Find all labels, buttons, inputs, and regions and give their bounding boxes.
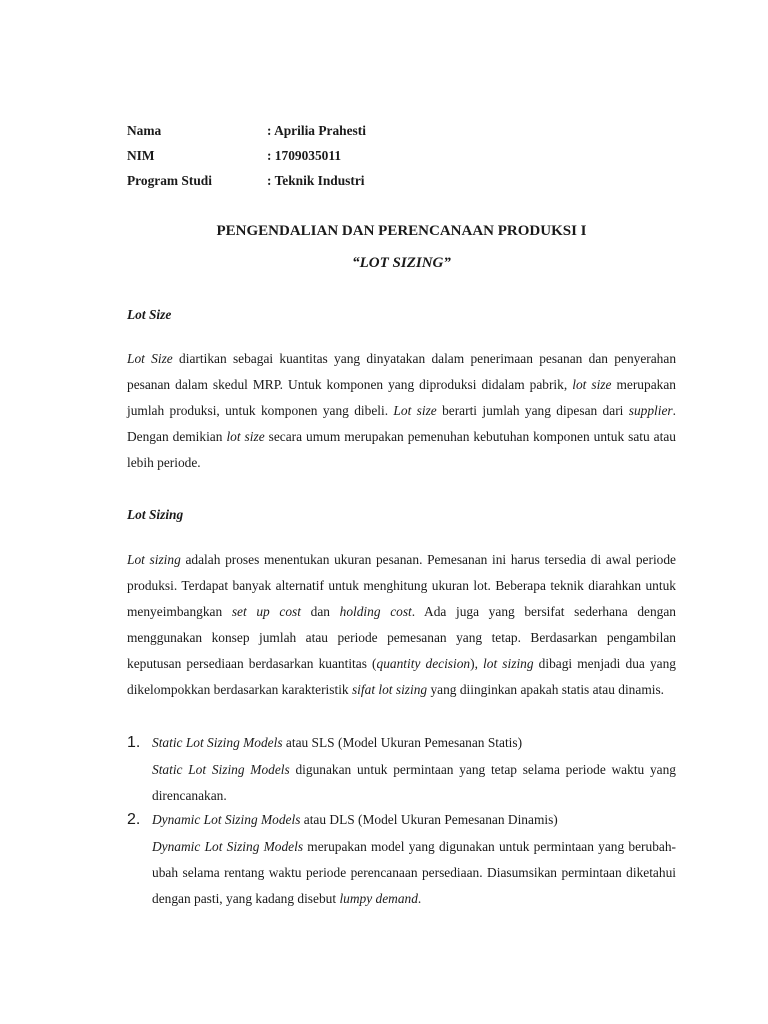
italic-term: set up cost bbox=[231, 604, 301, 619]
italic-term: lot size bbox=[572, 377, 612, 392]
text: . bbox=[417, 891, 422, 906]
text: digunakan untuk permintaan yang tetap selama periode waktu yang direncanakan. bbox=[152, 762, 677, 803]
info-value: : Teknik Industri bbox=[267, 173, 365, 188]
italic-term: supplier bbox=[628, 403, 673, 418]
document-subtitle: “LOT SIZING” bbox=[352, 255, 451, 271]
info-row-program bbox=[127, 168, 676, 193]
italic-term: Dynamic Lot Sizing Models bbox=[152, 839, 304, 854]
list-description bbox=[152, 757, 676, 809]
text: yang diinginkan apakah statis atau dinamis. bbox=[427, 682, 665, 697]
italic-term: Lot size bbox=[393, 403, 437, 418]
list-item-heading bbox=[127, 731, 676, 755]
section-heading-lot-sizing: Lot Sizing bbox=[127, 507, 184, 522]
list-title bbox=[152, 731, 676, 755]
student-info bbox=[127, 118, 676, 193]
italic-term: Lot sizing bbox=[127, 552, 181, 567]
italic-term: Static Lot Sizing Models bbox=[152, 762, 290, 777]
text: ), bbox=[470, 656, 484, 671]
list-description bbox=[152, 834, 676, 912]
info-row-name bbox=[127, 118, 676, 143]
italic-term: Lot Size bbox=[127, 351, 173, 366]
text: diartikan sebagai kuantitas yang dinyatakan dalam penerimaan pesanan dan penyerahan pesanan dalam skedul MRP. Untuk komponen yang diproduksi didalam pabrik, bbox=[127, 351, 677, 392]
italic-term: lumpy demand bbox=[339, 891, 418, 906]
italic-term: Static Lot Sizing Models bbox=[152, 735, 283, 750]
section-heading-lot-size: Lot Size bbox=[127, 307, 172, 322]
text: dan bbox=[300, 604, 340, 619]
list-title bbox=[152, 808, 676, 832]
text: atau SLS (Model Ukuran Pemesanan Statis) bbox=[282, 735, 523, 750]
text: secara umum merupakan pemenuhan kebutuhan komponen untuk satu atau lebih periode. bbox=[127, 429, 676, 470]
info-row-nim bbox=[127, 143, 676, 168]
text: merupakan jumlah produksi, untuk komponen yang dibeli. bbox=[127, 377, 676, 418]
info-label: Nama bbox=[127, 123, 162, 138]
info-label: NIM bbox=[127, 148, 155, 163]
info-value: : Aprilia Prahesti bbox=[267, 123, 366, 138]
text: adalah proses menentukan ukuran pesanan. Pemesanan ini harus tersedia di awal periode produksi. Terdapat banyak alternatif untuk menghitung ukuran lot. Beberapa teknik diarahkan untuk menyeimbangkan bbox=[127, 552, 676, 619]
paragraph-lot-size bbox=[127, 346, 676, 476]
text: atau DLS (Model Ukuran Pemesanan Dinamis) bbox=[300, 812, 558, 827]
italic-term: holding cost bbox=[339, 604, 412, 619]
paragraph-lot-sizing bbox=[127, 547, 676, 703]
italic-term: Dynamic Lot Sizing Models bbox=[152, 812, 301, 827]
italic-term: sifat lot sizing bbox=[351, 682, 428, 697]
list-number: 2. bbox=[127, 811, 141, 828]
info-value: : 1709035011 bbox=[267, 148, 342, 163]
text: dibagi menjadi dua yang dikelompokkan berdasarkan karakteristik bbox=[127, 656, 676, 697]
italic-term: lot size bbox=[226, 429, 265, 444]
list-item-dynamic bbox=[127, 808, 676, 912]
list-item-heading bbox=[127, 808, 676, 832]
text: merupakan model yang digunakan untuk permintaan yang berubah-ubah selama rentang waktu periode perencanaan persediaan. Diasumsikan permintaan diketahui dengan pasti, yang kadang disebut bbox=[152, 839, 676, 906]
list-item-static bbox=[127, 731, 676, 809]
text: . Ada juga yang bersifat sederhana dengan menggunakan konsep jumlah atau periode pemesanan yang tetap. Berdasarkan pengambilan keputusan persediaan berdasarkan kuantitas ( bbox=[127, 604, 677, 671]
text: . Dengan demikian bbox=[127, 403, 676, 444]
italic-term: lot sizing bbox=[483, 656, 534, 671]
info-label: Program Studi bbox=[127, 173, 212, 188]
document-title: PENGENDALIAN DAN PERENCANAAN PRODUKSI I bbox=[216, 223, 587, 239]
list-number: 1. bbox=[127, 734, 141, 751]
text: berarti jumlah yang dipesan dari bbox=[436, 403, 629, 418]
italic-term: quantity decision bbox=[376, 656, 471, 671]
